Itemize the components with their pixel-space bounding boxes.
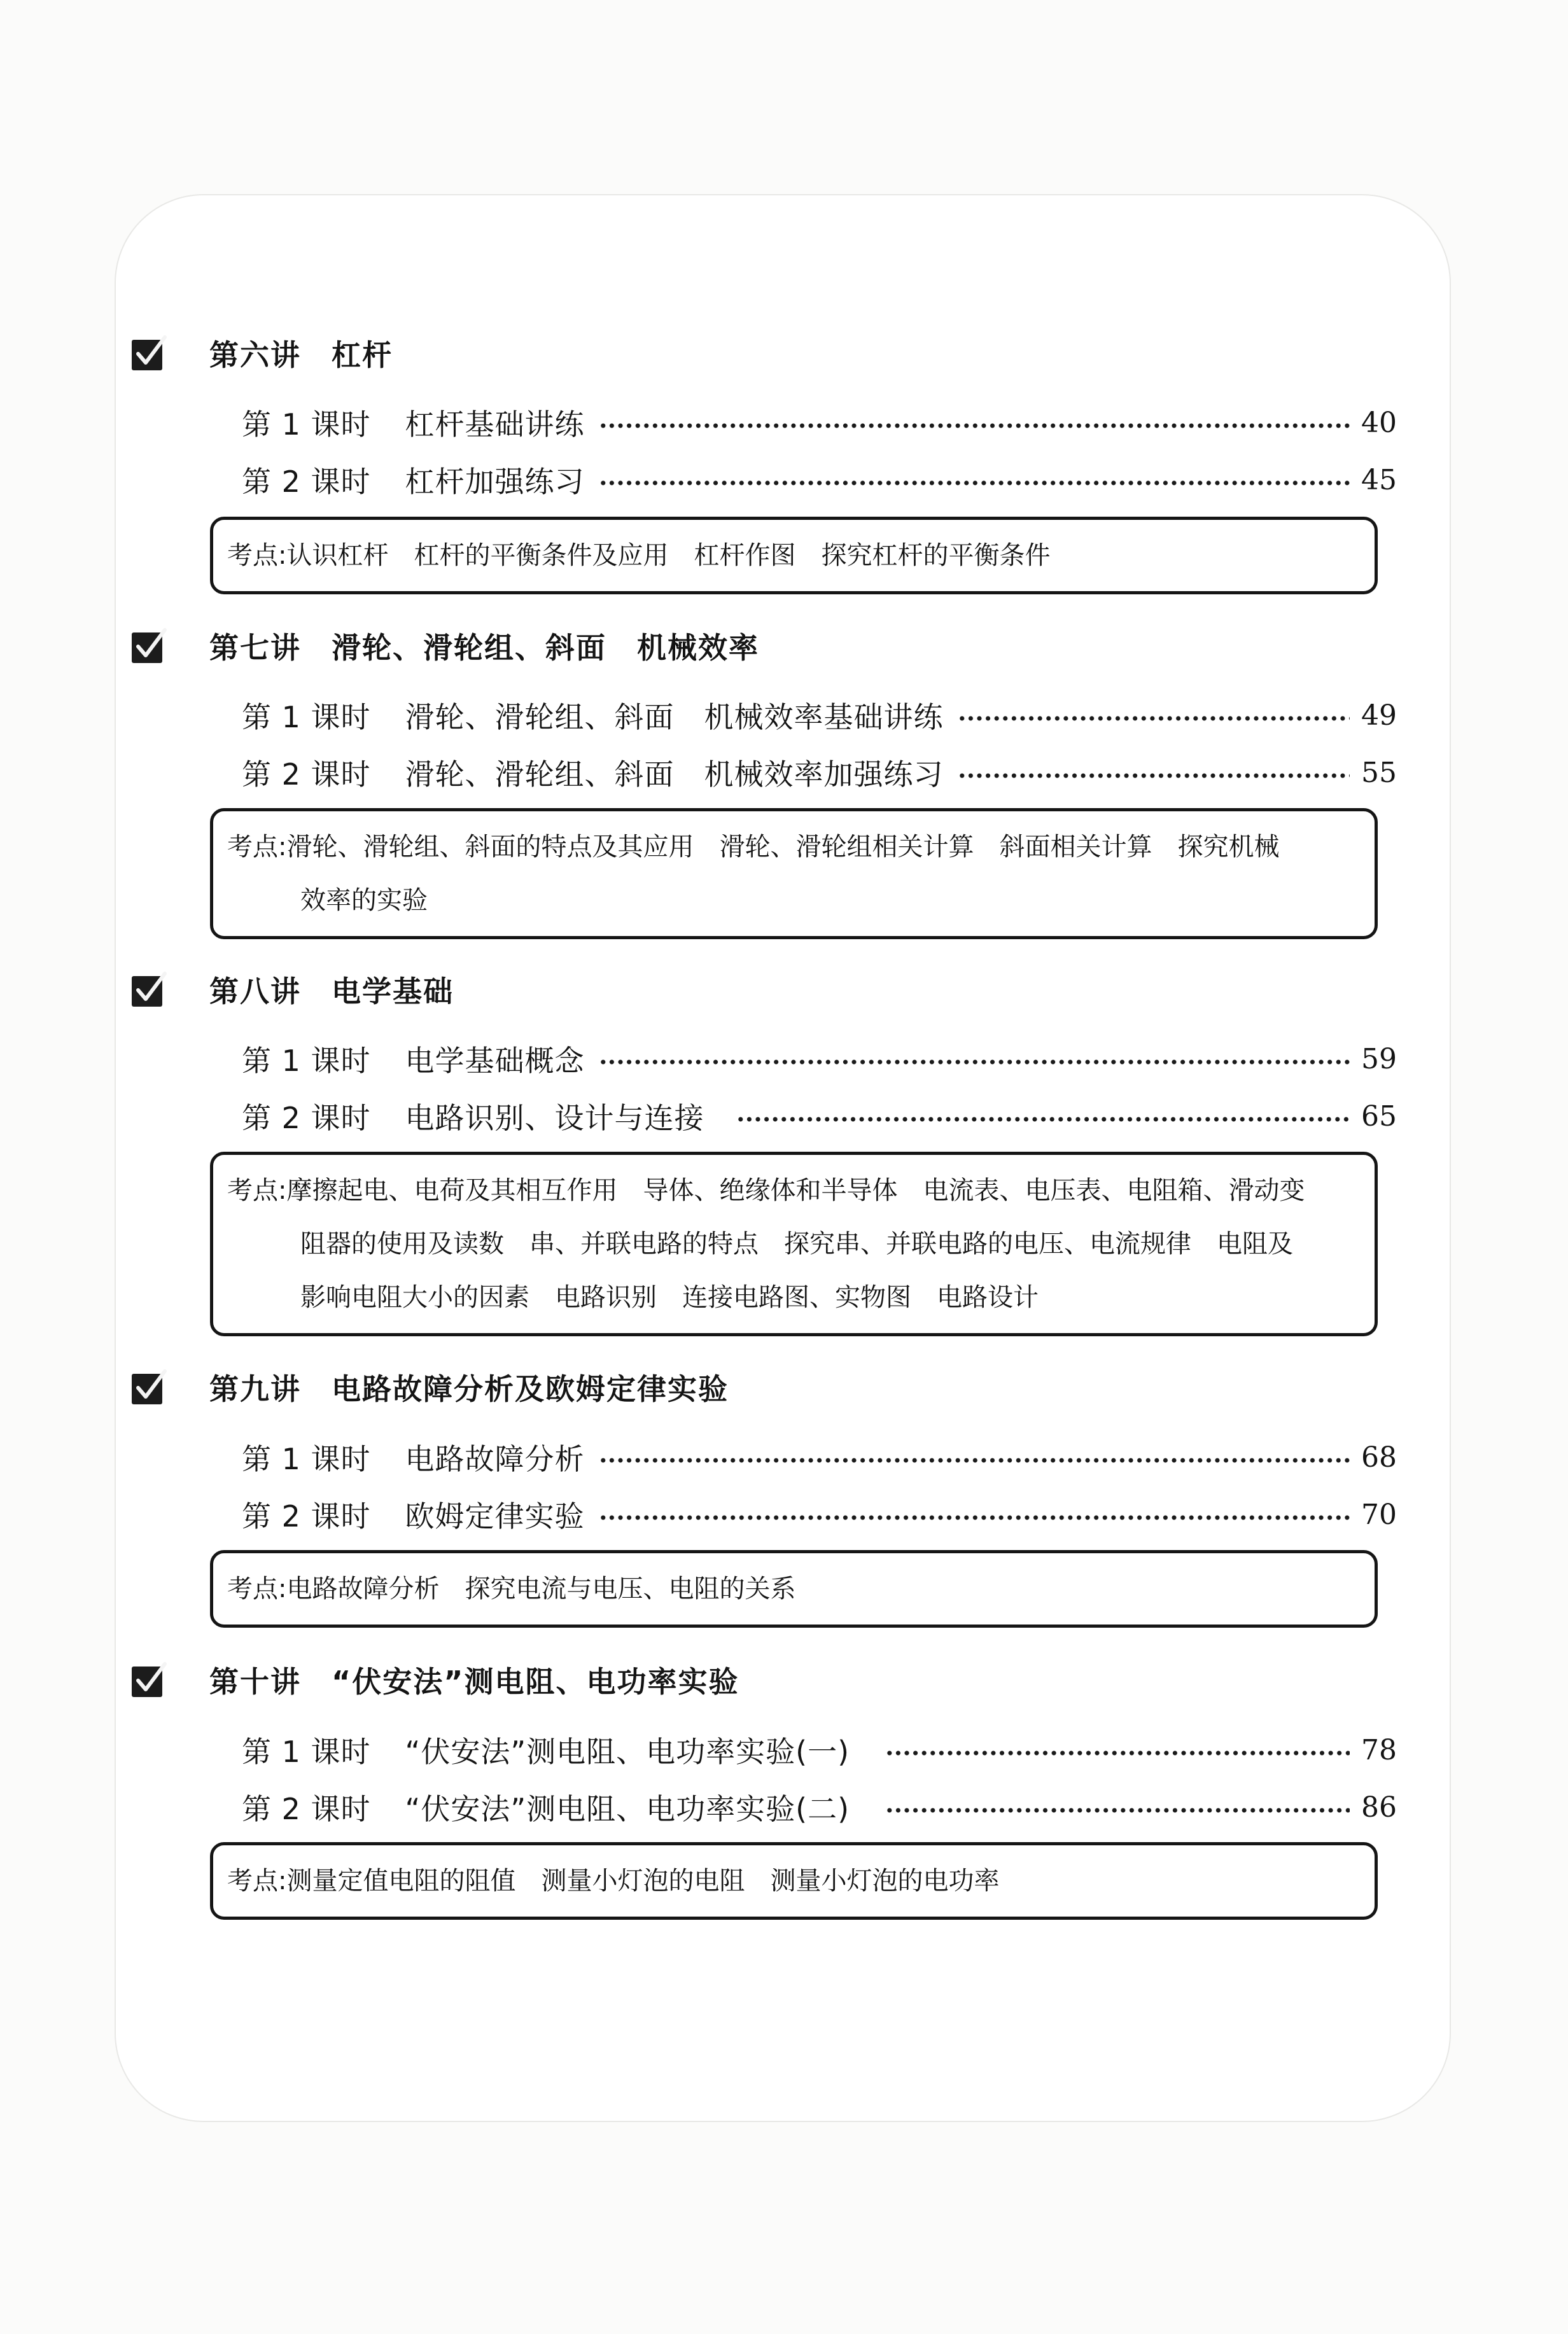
lesson-title: 电学基础概念 <box>405 1044 585 1078</box>
toc-entry[interactable] <box>242 1096 1397 1136</box>
dot-leader <box>958 772 1350 779</box>
page-number: 40 <box>1361 406 1397 439</box>
page-number: 49 <box>1361 699 1397 732</box>
checkbox-checked-icon <box>130 626 170 666</box>
page-number: 70 <box>1361 1498 1397 1531</box>
lesson-title: 杠杆加强练习 <box>405 465 585 499</box>
lesson-number: 第 1 课时 <box>242 407 371 442</box>
page-number: 55 <box>1361 756 1397 789</box>
lesson-title: 滑轮、滑轮组、斜面 机械效率基础讲练 <box>405 700 944 734</box>
dot-leader <box>599 480 1350 486</box>
keypoints-box <box>210 1550 1378 1628</box>
lesson-title: 滑轮、滑轮组、斜面 机械效率加强练习 <box>405 757 944 792</box>
toc-entry[interactable] <box>242 1038 1397 1079</box>
lesson-title: 电路故障分析 <box>405 1442 585 1476</box>
lesson-number: 第 1 课时 <box>242 1735 371 1769</box>
lesson-number: 第 2 课时 <box>242 757 371 792</box>
keypoints-box <box>210 517 1378 594</box>
lesson-title: 欧姆定律实验 <box>405 1499 585 1534</box>
dot-leader <box>599 1059 1350 1065</box>
section-heading[interactable] <box>130 1658 739 1702</box>
lesson-number: 第 2 课时 <box>242 465 371 499</box>
checkbox-checked-icon <box>130 1660 170 1700</box>
checkbox-checked-icon <box>130 333 170 373</box>
keypoints-text: 考点:认识杠杆 杠杆的平衡条件及应用 杠杆作图 探究杠杆的平衡条件 <box>227 541 1051 570</box>
section-title: 第九讲 电路故障分析及欧姆定律实验 <box>209 1372 729 1406</box>
keypoints-text: 考点:电路故障分析 探究电流与电压、电阻的关系 <box>227 1574 796 1604</box>
section-title: 第十讲 “伏安法”测电阻、电功率实验 <box>209 1665 739 1699</box>
keypoints-text: 考点:滑轮、滑轮组、斜面的特点及其应用 滑轮、滑轮组相关计算 斜面相关计算 探究机械 <box>227 832 1280 862</box>
toc-entry[interactable] <box>242 695 1397 736</box>
lesson-number: 第 1 课时 <box>242 1442 371 1476</box>
lesson-number: 第 2 课时 <box>242 1499 371 1534</box>
page-number: 86 <box>1361 1791 1397 1824</box>
keypoints-text: 考点:摩擦起电、电荷及其相互作用 导体、绝缘体和半导体 电流表、电压表、电阻箱、滑动变 <box>227 1176 1305 1205</box>
section-heading[interactable] <box>130 331 393 375</box>
toc-entry[interactable] <box>242 1730 1397 1770</box>
page-number: 65 <box>1361 1100 1397 1133</box>
toc-entry[interactable] <box>242 752 1397 793</box>
dot-leader <box>958 715 1350 722</box>
dot-leader <box>885 1807 1350 1813</box>
section-heading[interactable] <box>130 624 759 668</box>
keypoints-text: 考点:测量定值电阻的阻值 测量小灯泡的电阻 测量小灯泡的电功率 <box>227 1866 1000 1896</box>
section-title: 第八讲 电学基础 <box>209 974 454 1009</box>
checkbox-checked-icon <box>130 970 170 1009</box>
section-title: 第六讲 杠杆 <box>209 338 393 372</box>
toc-entry[interactable] <box>242 1437 1397 1478</box>
dot-leader <box>599 1457 1350 1464</box>
keypoints-text: 效率的实验 <box>300 886 428 915</box>
lesson-number: 第 1 课时 <box>242 1044 371 1078</box>
toc-entry[interactable] <box>242 402 1397 443</box>
lesson-title: 电路识别、设计与连接 <box>405 1101 704 1135</box>
lesson-number: 第 1 课时 <box>242 700 371 734</box>
page-number: 68 <box>1361 1441 1397 1474</box>
lesson-number: 第 2 课时 <box>242 1792 371 1826</box>
toc-entry[interactable] <box>242 459 1397 500</box>
toc-entry[interactable] <box>242 1494 1397 1535</box>
section-heading[interactable] <box>130 967 454 1012</box>
section-heading[interactable] <box>130 1365 729 1409</box>
keypoints-text: 影响电阻大小的因素 电路识别 连接电路图、实物图 电路设计 <box>300 1283 1039 1312</box>
dot-leader <box>599 1514 1350 1521</box>
lesson-title: “伏安法”测电阻、电功率实验(二) <box>405 1792 850 1826</box>
section-title: 第七讲 滑轮、滑轮组、斜面 机械效率 <box>209 631 759 665</box>
keypoints-box <box>210 1842 1378 1920</box>
lesson-number: 第 2 课时 <box>242 1101 371 1135</box>
keypoints-text: 阻器的使用及读数 串、并联电路的特点 探究串、并联电路的电压、电流规律 电阻及 <box>300 1229 1293 1259</box>
toc-entry[interactable] <box>242 1787 1397 1827</box>
lesson-title: 杠杆基础讲练 <box>405 407 585 442</box>
dot-leader <box>885 1750 1350 1756</box>
lesson-title: “伏安法”测电阻、电功率实验(一) <box>405 1735 850 1769</box>
page-number: 45 <box>1361 463 1397 496</box>
keypoints-box <box>210 808 1378 939</box>
keypoints-box <box>210 1152 1378 1336</box>
page-number: 59 <box>1361 1042 1397 1075</box>
page-number: 78 <box>1361 1733 1397 1766</box>
dot-leader <box>736 1116 1350 1122</box>
checkbox-checked-icon <box>130 1367 170 1407</box>
dot-leader <box>599 423 1350 429</box>
